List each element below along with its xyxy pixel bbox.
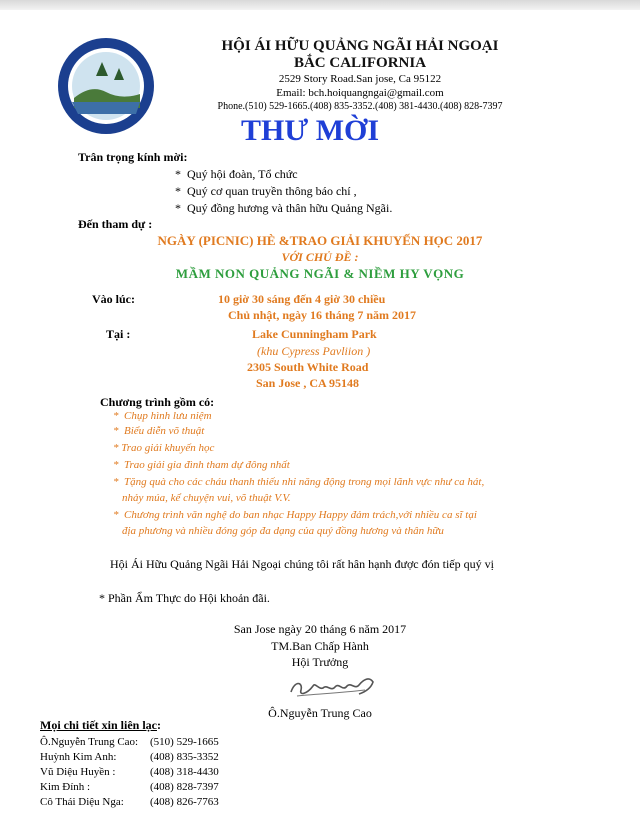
contact-name: Huỳnh Kim Anh: — [40, 751, 117, 763]
signoff-date: San Jose ngày 20 tháng 6 năm 2017 — [233, 622, 407, 636]
program-item: * Biểu diễn võ thuật — [113, 425, 205, 437]
theme-label: VỚI CHỦ ĐỀ : — [281, 250, 359, 264]
program-item: * Chụp hình lưu niệm — [113, 410, 212, 422]
contact-name: Vũ Diệu Huyền : — [40, 766, 116, 778]
contact-phone: (408) 826-7763 — [150, 796, 219, 808]
viewer-top-bar — [0, 0, 640, 10]
signoff-name: Ô.Nguyễn Trung Cao — [268, 706, 372, 720]
contact-phone: (408) 835-3352 — [150, 751, 219, 763]
program-item: * Trao giải khuyến học — [113, 442, 215, 454]
org-name: HỘI ÁI HỮU QUẢNG NGÃI HẢI NGOẠI — [221, 38, 499, 54]
event-date: Chủ nhật, ngày 16 tháng 7 năm 2017 — [228, 308, 417, 322]
program-item: * Tặng quà cho các cháu thanh thiếu nhi năng động trong mọi lãnh vực như ca hát, — [113, 476, 485, 488]
org-address: 2529 Story Road.San jose, Ca 95122 — [278, 73, 442, 85]
program-item-continued: nhảy múa, kể chuyện vui, võ thuật V.V. — [122, 492, 291, 504]
contact-name: Ô.Nguyễn Trung Cao: — [40, 736, 139, 748]
time-label: Vào lúc: — [92, 292, 135, 306]
welcome-message: Hội Ái Hữu Quảng Ngãi Hải Ngoại chúng tôi rất hân hạnh được đón tiếp quý vị — [110, 557, 494, 571]
contact-name: Kim Đính : — [40, 781, 91, 793]
contacts-label: Mọi chi tiết xin liên lạc: — [40, 718, 161, 732]
invitee-item: * Quý hội đoàn, Tổ chức — [175, 167, 298, 181]
invitee-item: * Quý cơ quan truyền thông báo chí , — [175, 184, 357, 198]
program-label: Chương trình gồm có: — [100, 395, 215, 409]
invitee-item: * Quý đồng hương và thân hữu Quảng Ngãi. — [175, 201, 393, 215]
event-name: NGÀY (PICNIC) HÈ &TRAO GIẢI KHUYẾN HỌC 2017 — [157, 233, 483, 248]
contact-phone: (408) 828-7397 — [150, 781, 219, 793]
food-note: * Phần Ẩm Thực do Hội khoản đãi. — [99, 591, 270, 605]
contact-phone: (408) 318-4430 — [150, 766, 219, 778]
letter-title: THƯ MỜI — [240, 114, 380, 147]
signoff-position: Hội Trưởng — [291, 655, 349, 669]
org-phone: Phone.(510) 529-1665.(408) 835-3352.(408) 381-4430.(408) 828-7397 — [217, 101, 503, 112]
signature — [285, 670, 385, 704]
program-item-continued: địa phương và nhiều đóng góp đa dạng của quý đồng hương và thân hữu — [122, 525, 444, 537]
org-email: Email: bch.hoiquangngai@gmail.com — [276, 87, 444, 99]
place-city: San Jose , CA 95148 — [256, 376, 360, 390]
contact-name: Cô Thái Diệu Nga: — [40, 796, 124, 808]
place-name: Lake Cunningham Park — [252, 327, 377, 341]
greeting: Trân trọng kính mời: — [78, 150, 188, 164]
event-theme: MẦM NON QUẢNG NGÃI & NIỀM HY VỌNG — [175, 266, 465, 281]
time-hours: 10 giờ 30 sáng đến 4 giờ 30 chiều — [218, 292, 386, 306]
signoff-board: TM.Ban Chấp Hành — [271, 639, 369, 653]
contact-phone: (510) 529-1665 — [150, 736, 219, 748]
place-label: Tại : — [106, 327, 131, 341]
place-street: 2305 South White Road — [247, 360, 369, 374]
program-item: * Trao giải gia đình tham dự đông nhất — [113, 459, 290, 471]
attend-label: Đến tham dự : — [78, 217, 153, 231]
program-item: * Chương trình văn nghệ do ban nhạc Happy Happy đảm trách,với nhiều ca sĩ tại — [113, 509, 477, 521]
place-detail: (khu Cypress Pavliion ) — [257, 344, 371, 358]
org-region: BẮC CALIFORNIA — [293, 55, 427, 71]
association-logo — [56, 36, 156, 136]
